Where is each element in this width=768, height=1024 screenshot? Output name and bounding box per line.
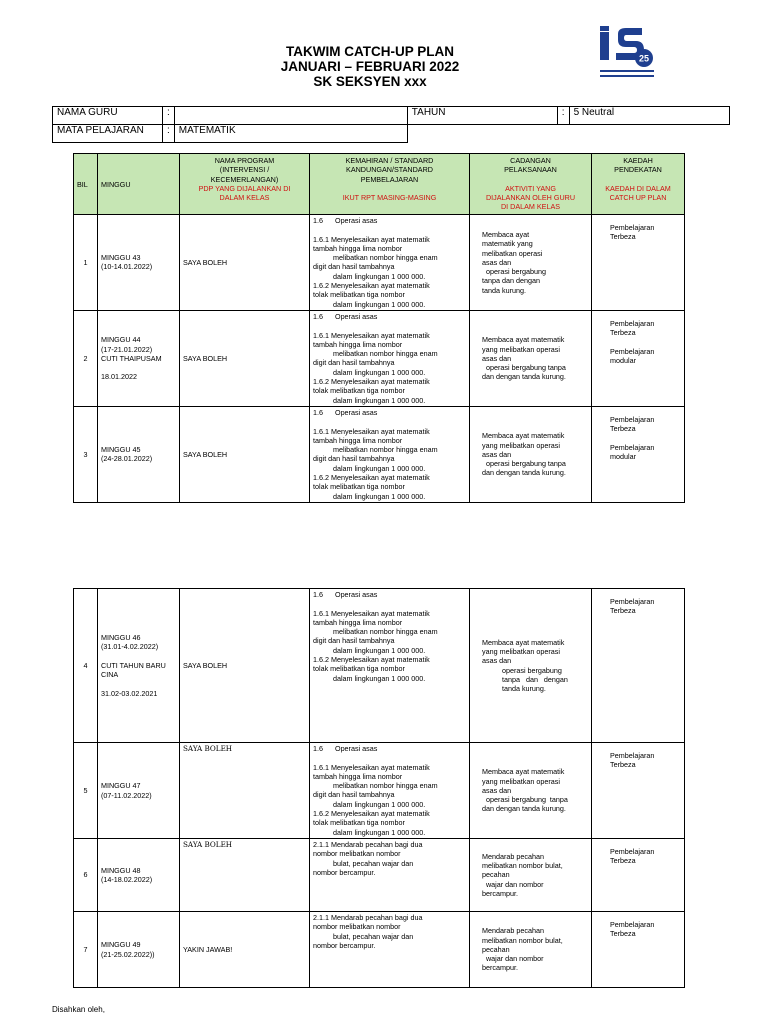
row-skill: 1.6 Operasi asas 1.6.1 Menyelesaikan ayat matematik tambah hingga lima nombor melibatkan nombor hingga enam digit dan hasil tambahnya dalam lingkungan 1 000 000. 1.6.2 Menyelesaikan ayat matematik tolak melibatkan tiga nombor dalam lingkungan 1 000 000. bbox=[310, 743, 470, 839]
row-method: Pembelajaran Terbeza bbox=[592, 912, 685, 988]
row-activity: Mendarab pecahan melibatkan nombor bulat, pecahan wajar dan nombor bercampur. bbox=[470, 912, 592, 988]
row-method: Pembelajaran Terbeza bbox=[592, 215, 685, 311]
table-row bbox=[74, 406, 685, 502]
row-bil: 3 bbox=[74, 406, 98, 502]
title-line-3: SK SEKSYEN xxx bbox=[313, 74, 427, 89]
header-skill-note: IKUT RPT MASING-MASING bbox=[342, 193, 437, 203]
header-method-note: KAEDAH DI DALAM CATCH UP PLAN bbox=[605, 183, 671, 203]
tahun-value: 5 Neutral bbox=[569, 107, 729, 125]
row-skill: 2.1.1 Mendarab pecahan bagi dua nombor melibatkan nombor bulat, pecahan wajar dan nombor bercampur. bbox=[310, 912, 470, 988]
row-method: Pembelajaran Terbeza bbox=[592, 743, 685, 839]
table-row bbox=[74, 589, 685, 743]
table-row bbox=[74, 743, 685, 839]
title-line-1: TAKWIM CATCH-UP PLAN bbox=[286, 44, 454, 59]
row-program: YAKIN JAWAB! bbox=[180, 912, 310, 988]
row-skill: 1.6 Operasi asas 1.6.1 Menyelesaikan ayat matematik tambah hingga lima nombor melibatkan nombor hingga enam digit dan hasil tambahnya dalam lingkungan 1 000 000. 1.6.2 Menyelesaikan ayat matematik tolak melibatkan tiga nombor dalam lingkungan 1 000 000. bbox=[310, 589, 470, 743]
row-week: MINGGU 46 (31.01-4.02.2022) CUTI TAHUN BARU CINA 31.02-03.02.2021 bbox=[98, 589, 180, 743]
row-bil: 4 bbox=[74, 589, 98, 743]
row-bil: 2 bbox=[74, 310, 98, 406]
row-skill: 1.6 Operasi asas 1.6.1 Menyelesaikan ayat matematik tambah hingga lima nombor melibatkan nombor hingga enam digit dan hasil tambahnya dalam lingkungan 1 000 000. 1.6.2 Menyelesaikan ayat matematik tolak melibatkan tiga nombor dalam lingkungan 1 000 000. bbox=[310, 215, 470, 311]
row-week: MINGGU 48 (14-18.02.2022) bbox=[98, 839, 180, 912]
row-week: MINGGU 47 (07-11.02.2022) bbox=[98, 743, 180, 839]
header-activity-note: AKTIVITI YANG DIJALANKAN OLEH GURU DI DALAM KELAS bbox=[485, 183, 576, 212]
row-program: SAYA BOLEH bbox=[180, 589, 310, 743]
colon: : bbox=[163, 125, 175, 143]
plan-table-page-2 bbox=[73, 588, 685, 988]
header-program: NAMA PROGRAM (INTERVENSI / KECEMERLANGAN) PDP YANG DIJALANKAN DI DALAM KELAS bbox=[180, 154, 310, 215]
header-skill: KEMAHIRAN / STANDARD KANDUNGAN/STANDARD PEMBELAJARAN IKUT RPT MASING-MASING bbox=[310, 154, 470, 215]
row-week: MINGGU 43 (10-14.01.2022) bbox=[98, 215, 180, 311]
row-method: Pembelajaran Terbeza bbox=[592, 589, 685, 743]
row-program: SAYA BOLEH bbox=[180, 310, 310, 406]
table-header-row bbox=[74, 154, 685, 215]
row-method: Pembelajaran Terbeza Pembelajaran modular bbox=[592, 310, 685, 406]
row-activity: Membaca ayat matematik yang melibatkan operasi asas dan operasi bergabung tanpa dan dengan tanda kurung. bbox=[470, 406, 592, 502]
header-minggu: MINGGU bbox=[98, 154, 180, 215]
row-activity: Membaca ayat matematik yang melibatkan operasi asas dan operasi bergabung tanpa dan dengan tanda kurung. bbox=[470, 589, 592, 743]
logo-badge: 25 bbox=[638, 53, 650, 64]
header-method: KAEDAH PENDEKATAN KAEDAH DI DALAM CATCH UP PLAN bbox=[592, 154, 685, 215]
table-row bbox=[74, 215, 685, 311]
row-bil: 5 bbox=[74, 743, 98, 839]
row-program: SAYA BOLEH bbox=[180, 406, 310, 502]
header-program-note: PDP YANG DIJALANKAN DI DALAM KELAS bbox=[198, 183, 291, 203]
row-method: Pembelajaran Terbeza Pembelajaran modular bbox=[592, 406, 685, 502]
header-activity: CADANGAN PELAKSANAAN AKTIVITI YANG DIJALANKAN OLEH GURU DI DALAM KELAS bbox=[470, 154, 592, 215]
table-row bbox=[74, 839, 685, 912]
row-week: MINGGU 45 (24-28.01.2022) bbox=[98, 406, 180, 502]
document-title bbox=[230, 44, 510, 89]
row-bil: 1 bbox=[74, 215, 98, 311]
colon: : bbox=[557, 107, 569, 125]
row-activity: Membaca ayat matematik yang melibatkan operasi asas dan operasi bergabung tanpa dan dengan tanda kurung. bbox=[470, 215, 592, 311]
table-row bbox=[74, 310, 685, 406]
row-bil: 7 bbox=[74, 912, 98, 988]
ministry-25-logo bbox=[596, 26, 658, 92]
plan-table-page-1 bbox=[73, 153, 685, 503]
row-activity: Mendarab pecahan melibatkan nombor bulat, pecahan wajar dan nombor bercampur. bbox=[470, 839, 592, 912]
row-skill: 1.6 Operasi asas 1.6.1 Menyelesaikan ayat matematik tambah hingga lima nombor melibatkan nombor hingga enam digit dan hasil tambahnya dalam lingkungan 1 000 000. 1.6.2 Menyelesaikan ayat matematik tolak melibatkan tiga nombor dalam lingkungan 1 000 000. bbox=[310, 406, 470, 502]
colon: : bbox=[163, 107, 175, 125]
row-program: SAYA BOLEH bbox=[180, 215, 310, 311]
row-activity: Membaca ayat matematik yang melibatkan operasi asas dan operasi bergabung tanpa dan dengan tanda kurung. bbox=[470, 310, 592, 406]
row-program: SAYA BOLEH bbox=[180, 743, 310, 839]
row-week: MINGGU 49 (21-25.02.2022)) bbox=[98, 912, 180, 988]
title-line-2: JANUARI – FEBRUARI 2022 bbox=[280, 59, 460, 74]
row-activity: Membaca ayat matematik yang melibatkan operasi asas dan operasi bergabung tanpa dan dengan tanda kurung. bbox=[470, 743, 592, 839]
guru-label: NAMA GURU bbox=[53, 107, 163, 125]
row-program: SAYA BOLEH bbox=[180, 839, 310, 912]
teacher-info-table bbox=[52, 106, 730, 143]
row-skill: 2.1.1 Mendarab pecahan bagi dua nombor melibatkan nombor bulat, pecahan wajar dan nombor bercampur. bbox=[310, 839, 470, 912]
guru-value bbox=[174, 107, 407, 125]
tahun-label: TAHUN bbox=[407, 107, 557, 125]
row-method: Pembelajaran Terbeza bbox=[592, 839, 685, 912]
subject-label: MATA PELAJARAN bbox=[53, 125, 163, 143]
table-row bbox=[74, 912, 685, 988]
subject-value: MATEMATIK bbox=[174, 125, 407, 143]
header-bil: BIL bbox=[74, 154, 98, 215]
row-bil: 6 bbox=[74, 839, 98, 912]
approval-footer: Disahkan oleh, bbox=[52, 1005, 105, 1014]
row-skill: 1.6 Operasi asas 1.6.1 Menyelesaikan ayat matematik tambah hingga lima nombor melibatkan nombor hingga enam digit dan hasil tambahnya dalam lingkungan 1 000 000. 1.6.2 Menyelesaikan ayat matematik tolak melibatkan tiga nombor dalam lingkungan 1 000 000. bbox=[310, 310, 470, 406]
row-week: MINGGU 44 (17-21.01.2022) CUTI THAIPUSAM 18.01.2022 bbox=[98, 310, 180, 406]
